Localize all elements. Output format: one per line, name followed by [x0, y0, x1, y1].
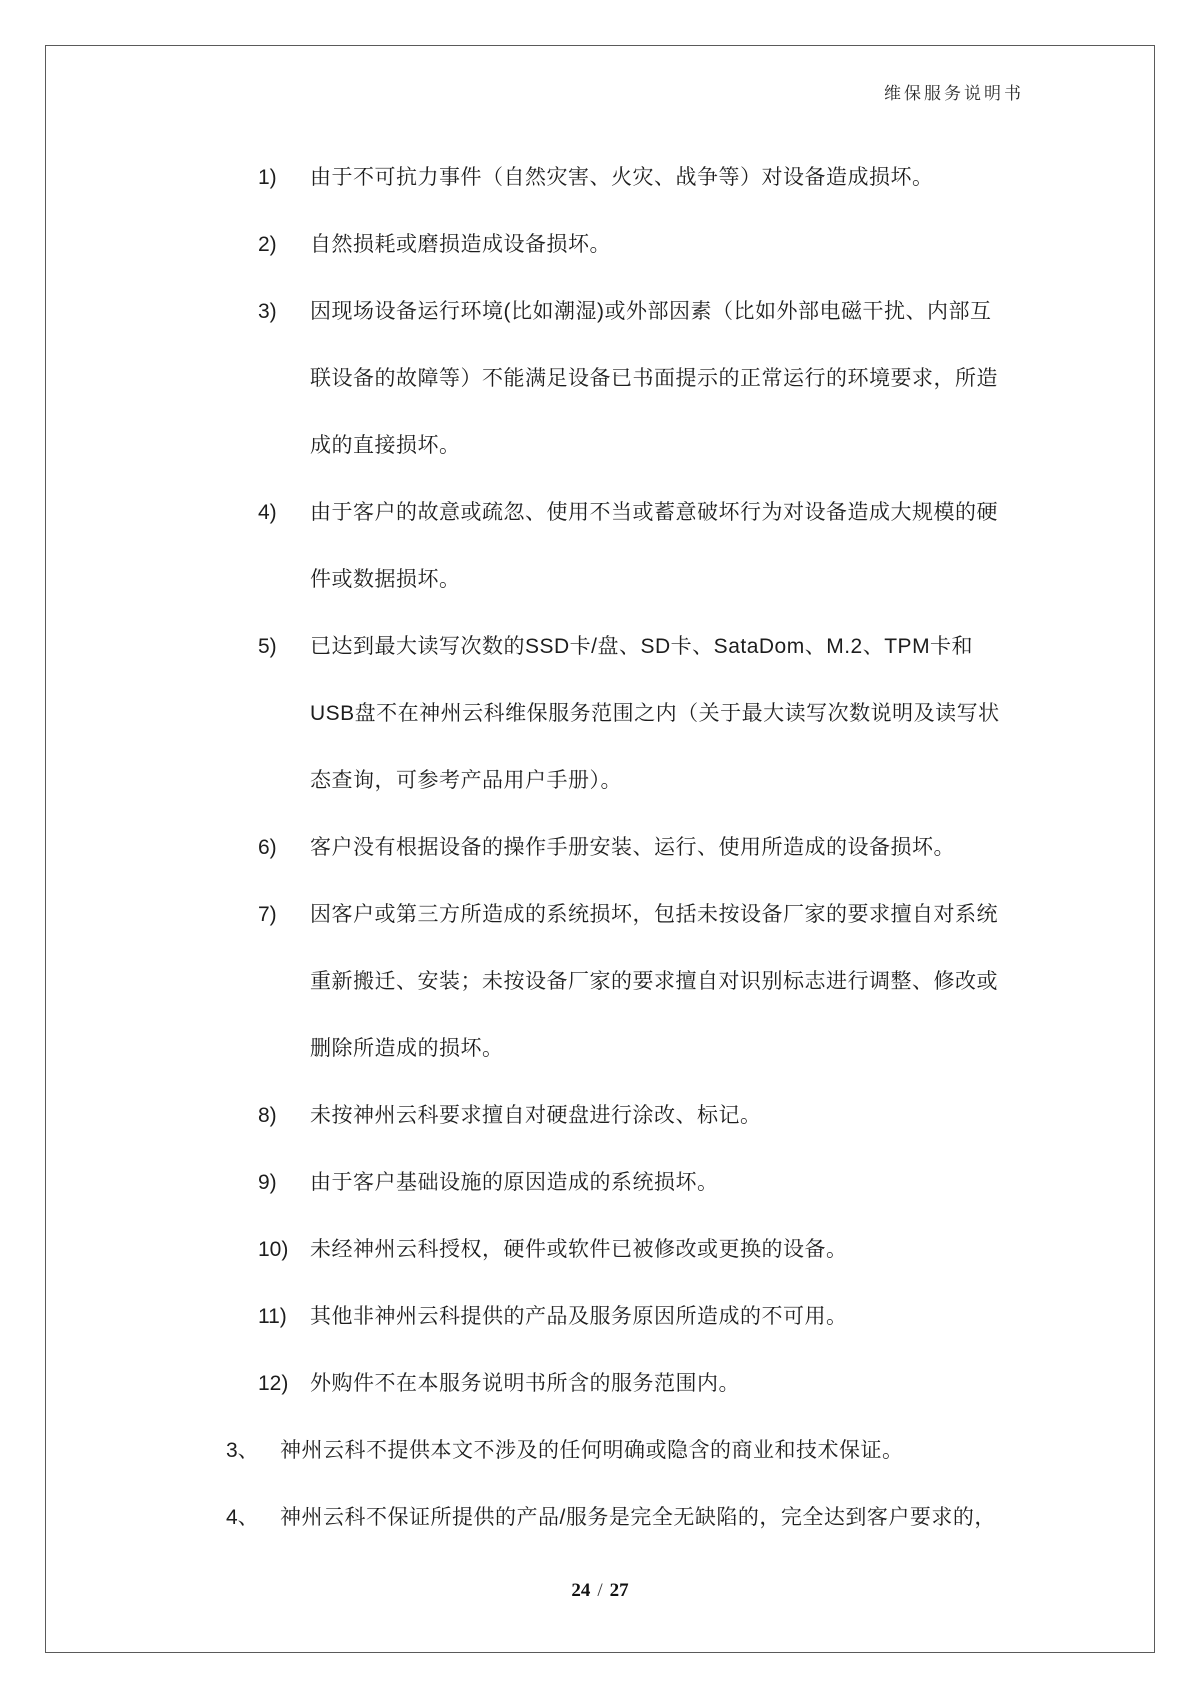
list-item-line: 重新搬迁、安装；未按设备厂家的要求擅自对识别标志进行调整、修改或: [310, 970, 998, 993]
list-item: [0, 881, 1200, 1082]
list-item-lines: [310, 1350, 740, 1417]
list-item: [0, 814, 1200, 881]
list-item-marker: 3、: [226, 1439, 259, 1462]
list-item-line: 因现场设备运行环境(比如潮湿)或外部因素（比如外部电磁干扰、内部互: [310, 300, 992, 323]
list-item: [0, 479, 1200, 613]
list-item-line: 由于客户的故意或疏忽、使用不当或蓄意破坏行为对设备造成大规模的硬: [310, 501, 998, 524]
list-item-lines: [310, 881, 998, 1082]
list-item-line: USB盘不在神州云科维保服务范围之内（关于最大读写次数说明及读写状: [310, 702, 1000, 725]
list-item-lines: [310, 1283, 848, 1350]
list-item-marker: 5): [258, 635, 277, 658]
list-item: [0, 1283, 1200, 1350]
list-item-line: 外购件不在本服务说明书所含的服务范围内。: [310, 1372, 740, 1395]
list-item: [0, 1484, 1200, 1551]
list-item-line: 由于客户基础设施的原因造成的系统损坏。: [310, 1171, 719, 1194]
list-item-marker: 7): [258, 903, 277, 926]
list-item-line: 客户没有根据设备的操作手册安装、运行、使用所造成的设备损坏。: [310, 836, 955, 859]
list-item-marker: 4、: [226, 1506, 259, 1529]
list-item-lines: [310, 479, 998, 613]
list-item-marker: 6): [258, 836, 277, 859]
list-item-line: 因客户或第三方所造成的系统损坏，包括未按设备厂家的要求擅自对系统: [310, 903, 998, 926]
page-footer: [0, 1580, 1200, 1602]
list-item-marker: 3): [258, 300, 277, 323]
list-item-lines: [280, 1484, 996, 1551]
list-item-marker: 2): [258, 233, 277, 256]
list-item-marker: 10): [258, 1238, 289, 1261]
list-item-lines: [310, 1149, 719, 1216]
page-number-total: 27: [609, 1580, 629, 1601]
list-item-line: 自然损耗或磨损造成设备损坏。: [310, 233, 611, 256]
list-item-lines: [310, 1082, 762, 1149]
list-item-line: 成的直接损坏。: [310, 434, 461, 457]
page-number-current: 24: [571, 1580, 591, 1601]
list-item: [0, 1082, 1200, 1149]
list-item-line: 删除所造成的损坏。: [310, 1037, 504, 1060]
header-title: 维保服务说明书: [884, 84, 1024, 103]
list-item-lines: [310, 613, 1000, 814]
list-item-line: 未经神州云科授权，硬件或软件已被修改或更换的设备。: [310, 1238, 848, 1261]
list-item-lines: [310, 1216, 848, 1283]
list-item-marker: 8): [258, 1104, 277, 1127]
list-item: [0, 1350, 1200, 1417]
list-item: [0, 211, 1200, 278]
list-item-line: 未按神州云科要求擅自对硬盘进行涂改、标记。: [310, 1104, 762, 1127]
list-item-marker: 9): [258, 1171, 277, 1194]
list-item-line: 神州云科不提供本文不涉及的任何明确或隐含的商业和技术保证。: [280, 1439, 904, 1462]
list-item-lines: [310, 144, 934, 211]
list-item-marker: 11): [258, 1305, 287, 1328]
list-item-line: 已达到最大读写次数的SSD卡/盘、SD卡、SataDom、M.2、TPM卡和: [310, 635, 974, 658]
list-item-line: 态查询，可参考产品用户手册）。: [310, 769, 622, 792]
list-item-lines: [310, 278, 998, 479]
list-item: [0, 1417, 1200, 1484]
list-item-line: 其他非神州云科提供的产品及服务原因所造成的不可用。: [310, 1305, 848, 1328]
list-item-marker: 1): [258, 166, 277, 189]
list-item-line: 由于不可抗力事件（自然灾害、火灾、战争等）对设备造成损坏。: [310, 166, 934, 189]
list-item: [0, 1149, 1200, 1216]
list-item-line: 联设备的故障等）不能满足设备已书面提示的正常运行的环境要求，所造: [310, 367, 998, 390]
list-item: [0, 1216, 1200, 1283]
document-body: [0, 144, 1200, 1551]
page-number-separator: /: [597, 1580, 603, 1601]
list-item-lines: [310, 814, 955, 881]
list-item-lines: [310, 211, 611, 278]
list-item: [0, 613, 1200, 814]
list-item-line: 件或数据损坏。: [310, 568, 461, 591]
list-item-lines: [280, 1417, 904, 1484]
list-item: [0, 278, 1200, 479]
list-item-line: 神州云科不保证所提供的产品/服务是完全无缺陷的，完全达到客户要求的，: [280, 1506, 996, 1529]
list-item-marker: 12): [258, 1372, 289, 1395]
list-item: [0, 144, 1200, 211]
list-item-marker: 4): [258, 501, 277, 524]
page-header: [884, 79, 1024, 104]
